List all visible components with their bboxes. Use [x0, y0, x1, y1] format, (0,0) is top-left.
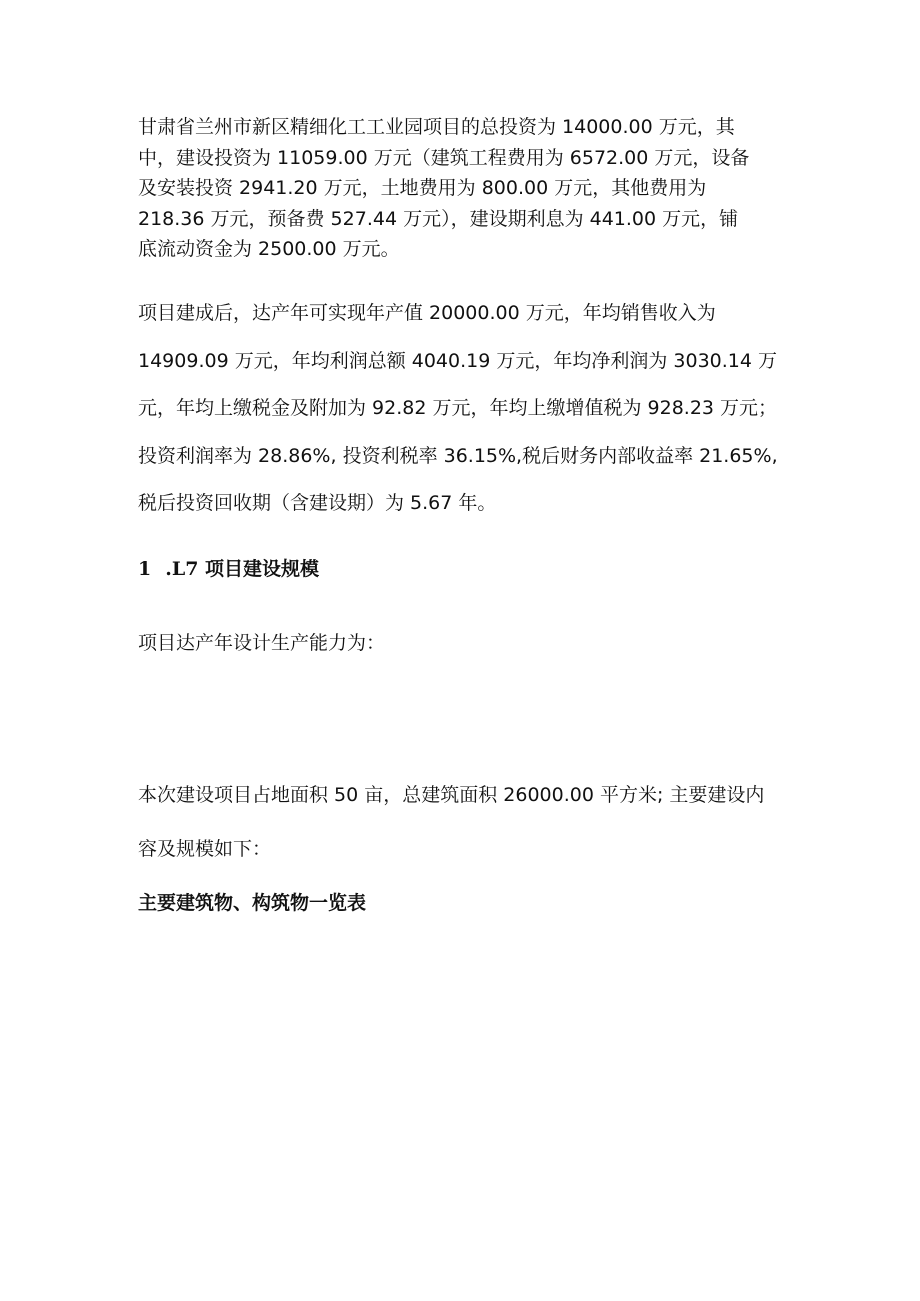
capacity-text: 项目达产年设计生产能力为：	[138, 632, 386, 654]
paragraph-line: 本次建设项目占地面积 50 亩，总建筑面积 26000.00 平方米; 主要建设内	[138, 784, 765, 806]
paragraph-line: 容及规模如下：	[138, 838, 272, 860]
paragraph-line: 中，建设投资为 11059.00 万元（建筑工程费用为 6572.00 万元，设备	[138, 146, 750, 169]
table-title: 主要建筑物、构筑物一览表	[138, 892, 367, 914]
returns-paragraph	[138, 290, 798, 528]
scale-paragraph	[138, 768, 798, 876]
paragraph-line: 税后投资回收期（含建设期）为 5.67 年。	[138, 492, 497, 515]
paragraph-line: 投资利润率为 28.86%, 投资利税率 36.15%,税后财务内部收益率 21.65%,	[138, 444, 778, 467]
paragraph-line: 218.36 万元，预备费 527.44 万元），建设期利息为 441.00 万元，铺	[138, 207, 739, 230]
section-heading	[138, 554, 319, 584]
paragraph-line: 甘肃省兰州市新区精细化工工业园项目的总投资为 14000.00 万元，其	[138, 116, 735, 138]
investment-paragraph	[138, 112, 788, 265]
section-number: 1	[138, 558, 152, 580]
paragraph-line: 及安装投资 2941.20 万元，土地费用为 800.00 万元，其他费用为	[138, 177, 707, 199]
section-title: .L7 项目建设规模	[165, 558, 320, 580]
paragraph-line: 14909.09 万元，年均利润总额 4040.19 万元，年均净利润为 3030.14 万	[138, 349, 777, 372]
paragraph-line: 项目建成后，达产年可实现年产值 20000.00 万元，年均销售收入为	[138, 302, 716, 324]
paragraph-line: 元，年均上缴税金及附加为 92.82 万元，年均上缴增值税为 928.23 万元；	[138, 397, 778, 420]
paragraph-line: 底流动资金为 2500.00 万元。	[138, 238, 400, 260]
